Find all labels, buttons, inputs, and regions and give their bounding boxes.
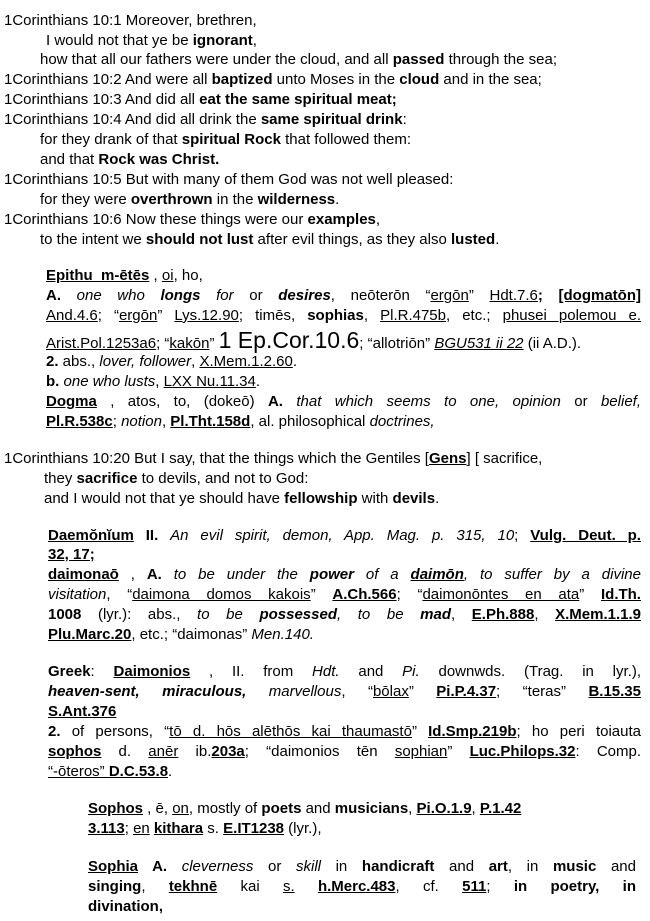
daemonium-line-2: 32, 17; bbox=[48, 546, 95, 563]
epithumetes-line-1: A. one who longs for or desires, neōterōn “ergōn” Hdt.7.6; [dogmatōn] bbox=[46, 287, 641, 304]
verse-5-line-b: for they were overthrown in the wilderness. bbox=[40, 191, 340, 208]
epithumetes-line-5: b. one who lusts, LXX Nu.11.34. bbox=[46, 373, 261, 390]
daemonium-line-1: Daemŏnĭum II. An evil spirit, demon, App. Mag. p. 315, 10; Vulg. Deut. p. bbox=[48, 527, 641, 544]
verse-1-line-b: how that all our fathers were under the cloud, and all passed through the sea; bbox=[40, 51, 558, 68]
verse-6: 1Corinthians 10:6 Now these things were our examples, bbox=[4, 211, 381, 228]
greek-line-6: “-ōteros” D.C.53.8. bbox=[48, 763, 173, 780]
epithumetes-line-4: 2. abs., lover, follower, X.Mem.1.2.60. bbox=[46, 353, 297, 370]
greek-line-4: 2. of persons, “tō d. hōs alēthōs kai thaumastō” Id.Smp.219b; ho peri toiauta bbox=[48, 723, 641, 740]
daimonao-line-2: visitation, “daimona domos kakois” A.Ch.566; “daimonōntes en ata” Id.Th. bbox=[48, 586, 641, 603]
daimonao-line-3: 1008 (lyr.): abs., to be possessed, to be mad, E.Ph.888, X.Mem.1.1.9 bbox=[48, 606, 641, 623]
sophos-line-2: 3.113; en kithara s. E.IT1238 (lyr.), bbox=[88, 820, 322, 837]
verse-3: 1Corinthians 10:3 And did all eat the same spiritual meat; bbox=[4, 91, 397, 108]
epithumetes-line-3: Arist.Pol.1253a6; “kakōn” 1 Ep.Cor.10.6; “allotriōn” BGU531 ii 22 (ii A.D.). bbox=[46, 327, 582, 353]
dogma-line-1: Dogma , atos, to, (dokeō) A. that which seems to one, opinion or belief, bbox=[46, 393, 641, 410]
sophia-line-3: divination, bbox=[88, 898, 163, 915]
verse-4: 1Corinthians 10:4 And did all drink the same spiritual drink: bbox=[4, 111, 407, 128]
verse-20-line-b: they sacrifice to devils, and not to God: bbox=[44, 470, 309, 487]
sophia-line-2: singing, tekhnē kai s. h.Merc.483, cf. 511; in poetry, in bbox=[88, 878, 636, 895]
verse-20: 1Corinthians 10:20 But I say, that the things which the Gentiles [Gens] [ sacrifice, bbox=[4, 450, 543, 467]
verse-4-line-c: and that Rock was Christ. bbox=[40, 151, 220, 168]
sophos-line-1: Sophos , ē, on, mostly of poets and musicians, Pi.O.1.9, P.1.42 bbox=[88, 800, 522, 817]
greek-line-5: sophos d. anēr ib.203a; “daimonios tēn sophian” Luc.Philops.32: Comp. bbox=[48, 743, 642, 760]
epithumetes-head: Epithu_m-ētēs , oi, ho, bbox=[46, 267, 203, 284]
greek-line-1: Greek: Daimonios , II. from Hdt. and Pi. downwds. (Trag. in lyr.), bbox=[48, 663, 642, 680]
verse-6-line-b: to the intent we should not lust after evil things, as they also lusted. bbox=[40, 231, 500, 248]
sophia-line-1: Sophia A. cleverness or skill in handicraft and art, in music and bbox=[88, 858, 636, 875]
greek-line-3: S.Ant.376 bbox=[48, 703, 117, 720]
daimonao-line-1: daimonaō , A. to be under the power of a daimōn, to suffer by a divine bbox=[48, 566, 641, 583]
greek-line-2: heaven-sent, miraculous, marvellous, “bōlax” Pi.P.4.37; “teras” B.15.35 bbox=[48, 683, 641, 700]
dogma-line-2: Pl.R.538c; notion, Pl.Tht.158d, al. philosophical doctrines, bbox=[46, 413, 435, 430]
verse-5: 1Corinthians 10:5 But with many of them God was not well pleased: bbox=[4, 171, 454, 188]
verse-2: 1Corinthians 10:2 And were all baptized unto Moses in the cloud and in the sea; bbox=[4, 71, 542, 88]
epithumetes-line-2: And.4.6; “ergōn” Lys.12.90; timēs, sophias, Pl.R.475b, etc.; phusei polemou e. bbox=[46, 307, 641, 324]
verse-1-line-a: I would not that ye be ignorant, bbox=[46, 32, 257, 49]
verse-20-line-c: and I would not that ye should have fellowship with devils. bbox=[44, 490, 440, 507]
verse-4-line-b: for they drank of that spiritual Rock that followed them: bbox=[40, 131, 412, 148]
daimonao-line-4: Plu.Marc.20, etc.; “daimonas” Men.140. bbox=[48, 626, 314, 643]
verse-1-ref: 1Corinthians 10:1 Moreover, brethren, bbox=[4, 12, 257, 29]
